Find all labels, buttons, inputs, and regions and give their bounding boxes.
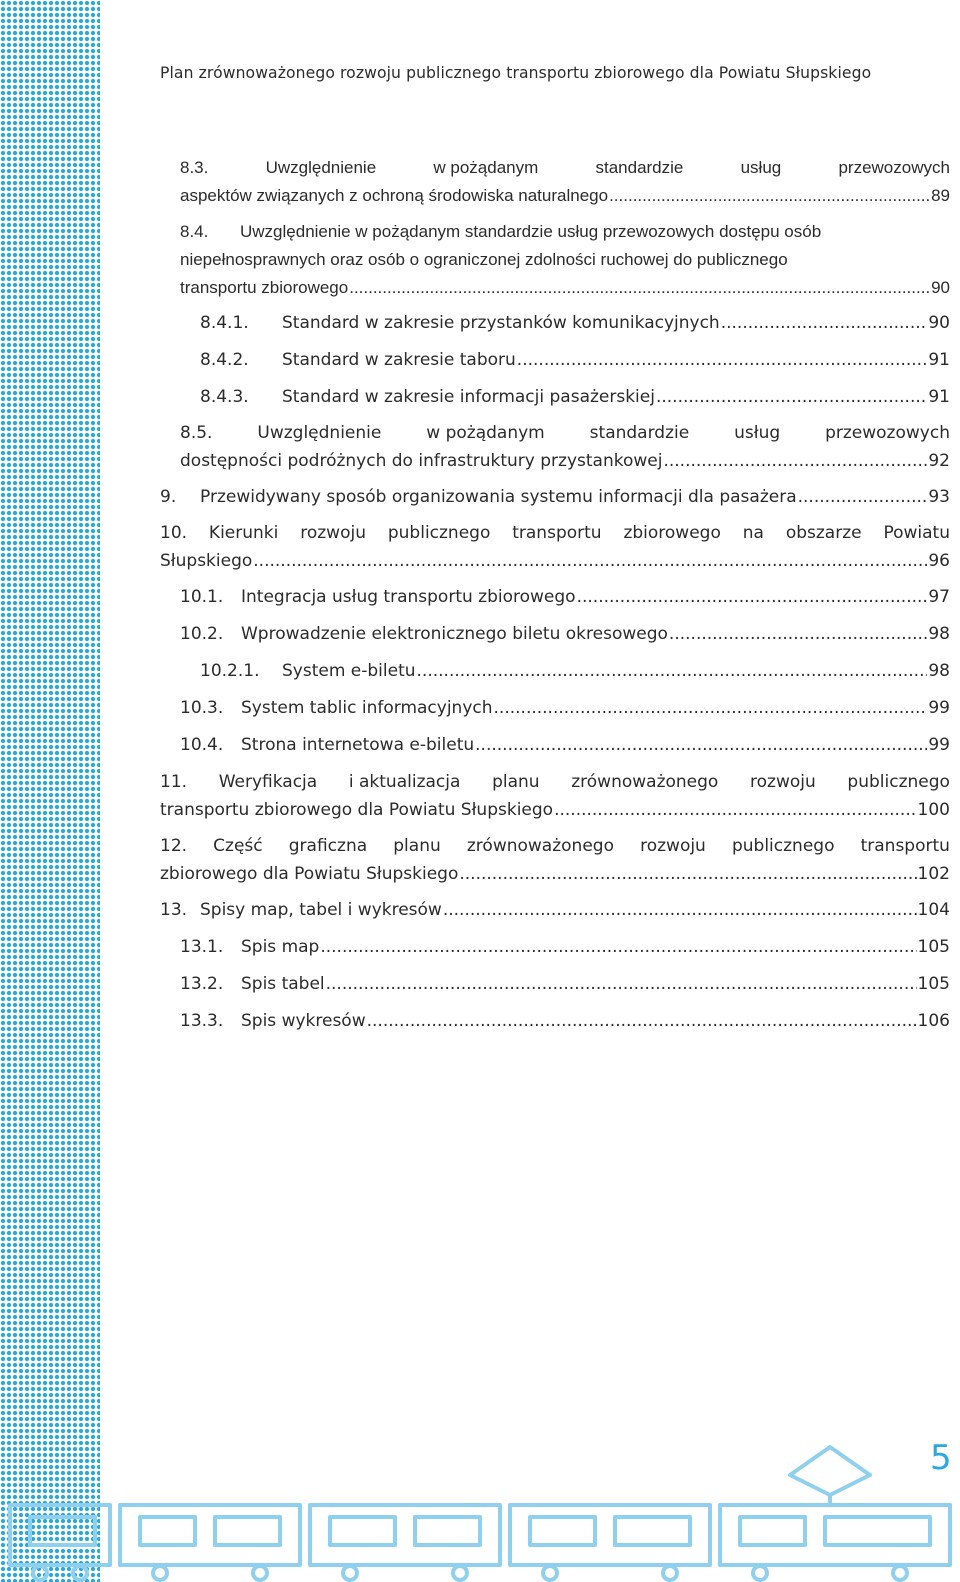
toc-word: publicznego — [387, 523, 491, 543]
toc-word: zrównoważonego — [466, 836, 614, 856]
toc-word: standardzie — [595, 158, 684, 177]
toc-title: System tablic informacyjnych — [241, 698, 493, 718]
toc-title: System e-biletu — [282, 661, 416, 681]
toc-title: Wprowadzenie elektronicznego biletu okresowego — [241, 624, 668, 644]
toc-entry-13-3[interactable] — [180, 1011, 950, 1031]
dot-leader — [253, 551, 927, 571]
toc-number: 10. — [160, 523, 188, 543]
dot-leader — [320, 937, 916, 957]
toc-entry-11-line1 — [160, 772, 950, 792]
toc-number: 8.5. — [180, 423, 213, 443]
toc-entry-12-line1 — [160, 836, 950, 856]
toc-page: 96 — [928, 551, 950, 571]
toc-number: 8.4.2. — [200, 350, 249, 370]
toc-page: 89 — [931, 186, 950, 205]
toc-word: Uwzględnienie — [265, 158, 377, 177]
toc-word: Kierunki — [208, 523, 279, 543]
toc-title: aspektów związanych z ochroną środowiska naturalnego — [180, 186, 609, 205]
toc-page: 99 — [928, 735, 950, 755]
dot-leader — [494, 698, 928, 718]
toc-word: na — [742, 523, 764, 543]
toc-word: transportu — [512, 523, 602, 543]
toc-title: zbiorowego dla Powiatu Słupskiego — [160, 864, 459, 884]
toc-word: standardzie — [589, 423, 690, 443]
toc-word: przewozowych — [825, 423, 950, 443]
running-header: Plan zrównoważonego rozwoju publicznego transportu zbiorowego dla Powiatu Słupskiego — [160, 64, 872, 82]
toc-entry-10-1[interactable] — [180, 587, 950, 607]
toc-title: Spis tabel — [241, 974, 325, 994]
toc-entry-8-5-line1 — [180, 423, 950, 443]
toc-word: transportu — [860, 836, 950, 856]
toc-title: Spisy map, tabel i wykresów — [200, 900, 442, 920]
toc-number: 8.3. — [180, 158, 209, 177]
toc-entry-13[interactable] — [160, 900, 950, 920]
toc-entry-10-line2[interactable] — [160, 551, 950, 571]
dot-leader — [517, 350, 928, 370]
toc-word: rozwoju — [300, 523, 366, 543]
toc-word: zbiorowego — [623, 523, 721, 543]
toc-word: Część — [213, 836, 263, 856]
dot-leader — [326, 974, 917, 994]
toc-number: 10.1. — [180, 587, 224, 607]
toc-number: 12. — [160, 836, 188, 856]
toc-entry-12-line2[interactable] — [160, 864, 950, 884]
toc-page: 91 — [928, 350, 950, 370]
toc-title: Standard w zakresie przystanków komunikacyjnych — [282, 313, 720, 333]
dot-leader — [656, 387, 927, 407]
toc-word: Powiatu — [883, 523, 950, 543]
toc-entry-10-4[interactable] — [180, 735, 950, 755]
toc-title: dostępności podróżnych do infrastruktury przystankowej — [180, 451, 663, 471]
toc-word: planu — [492, 772, 540, 792]
toc-entry-10-2[interactable] — [180, 624, 950, 644]
toc-entry-8-5-line2[interactable] — [180, 451, 950, 471]
toc-number: 9. — [160, 487, 177, 507]
toc-word: przewozowych — [838, 158, 950, 177]
dot-leader — [367, 1011, 917, 1031]
toc-title: Strona internetowa e-biletu — [241, 735, 475, 755]
toc-word: usług — [740, 158, 782, 177]
toc-entry-13-1[interactable] — [180, 937, 950, 957]
toc-number: 13.2. — [180, 974, 224, 994]
toc-word: i aktualizacja — [348, 772, 461, 792]
toc-entry-8-3-line2[interactable] — [180, 186, 950, 206]
toc-page: 105 — [917, 937, 950, 957]
toc-entry-9[interactable] — [160, 487, 950, 507]
toc-page: 93 — [928, 487, 950, 507]
toc-number: 13. — [160, 900, 188, 920]
toc-entry-8-4-3[interactable] — [200, 387, 950, 407]
toc-entry-10-2-1[interactable] — [200, 661, 950, 681]
toc-page: 106 — [917, 1011, 950, 1031]
toc-number: 10.3. — [180, 698, 224, 718]
toc-page: 90 — [931, 278, 950, 297]
toc-number: 11. — [160, 772, 188, 792]
toc-word: Uwzględnienie — [257, 423, 382, 443]
page-number: 5 — [930, 1438, 952, 1478]
toc-number: 10.2. — [180, 624, 224, 644]
toc-number: 13.1. — [180, 937, 224, 957]
toc-word: w pożądanym — [433, 158, 539, 177]
toc-title: Uwzględnienie w pożądanym standardzie usług przewozowych dostępu osób — [240, 222, 822, 241]
dot-leader — [417, 661, 928, 681]
toc-number: 10.2.1. — [200, 661, 260, 681]
dot-leader — [669, 624, 927, 644]
toc-word: graficzna — [288, 836, 368, 856]
toc-title: transportu zbiorowego dla Powiatu Słupskiego — [160, 800, 554, 820]
toc-word: obszarze — [785, 523, 862, 543]
toc-number: 8.4.1. — [200, 313, 249, 333]
dotted-side-border — [0, 0, 100, 1582]
toc-entry-8-4-line1[interactable] — [180, 222, 950, 242]
toc-page: 97 — [928, 587, 950, 607]
toc-word: publicznego — [731, 836, 835, 856]
dot-leader — [475, 735, 927, 755]
dot-leader — [349, 278, 930, 298]
toc-page: 104 — [917, 900, 950, 920]
dot-leader — [663, 451, 927, 471]
toc-title: Przewidywany sposób organizowania systemu informacji dla pasażera — [200, 487, 797, 507]
dot-leader — [443, 900, 917, 920]
toc-word: usług — [734, 423, 781, 443]
toc-title: Standard w zakresie taboru — [282, 350, 516, 370]
toc-word: zrównoważonego — [571, 772, 719, 792]
toc-entry-8-4-2[interactable] — [200, 350, 950, 370]
toc-word: rozwoju — [750, 772, 816, 792]
toc-entry-8-3-line1 — [180, 158, 950, 178]
toc-entry-10-line1 — [160, 523, 950, 543]
dot-leader — [577, 587, 928, 607]
toc-entry-10-3[interactable] — [180, 698, 950, 718]
toc-page: 100 — [917, 800, 950, 820]
toc-word: planu — [393, 836, 441, 856]
dot-leader — [459, 864, 916, 884]
dot-leader — [798, 487, 928, 507]
toc-entry-8-4-line2 — [180, 250, 950, 270]
toc-entry-11-line2[interactable] — [160, 800, 950, 820]
toc-page: 102 — [917, 864, 950, 884]
toc-title: Spis map — [241, 937, 320, 957]
toc-page: 99 — [928, 698, 950, 718]
toc-title: transportu zbiorowego — [180, 278, 349, 297]
toc-number: 13.3. — [180, 1011, 224, 1031]
toc-word: rozwoju — [640, 836, 706, 856]
dot-leader — [721, 313, 928, 333]
toc-entry-8-4-1[interactable] — [200, 313, 950, 333]
toc-entry-8-4-line3[interactable] — [180, 278, 950, 298]
toc-word: w pożądanym — [426, 423, 545, 443]
toc-word: Weryfikacja — [218, 772, 318, 792]
toc-page: 98 — [928, 624, 950, 644]
dot-leader — [609, 186, 930, 206]
dot-leader — [554, 800, 916, 820]
train-illustration — [0, 1435, 960, 1582]
toc-entry-13-2[interactable] — [180, 974, 950, 994]
toc-page: 91 — [928, 387, 950, 407]
toc-title: Integracja usług transportu zbiorowego — [241, 587, 576, 607]
toc-page: 98 — [928, 661, 950, 681]
toc-page: 105 — [917, 974, 950, 994]
toc-title: Słupskiego — [160, 551, 253, 571]
toc-page: 92 — [928, 451, 950, 471]
toc-number: 10.4. — [180, 735, 224, 755]
toc-page: 90 — [928, 313, 950, 333]
toc-title: Spis wykresów — [241, 1011, 366, 1031]
toc-number: 8.4.3. — [200, 387, 249, 407]
toc-number: 8.4. — [180, 222, 209, 241]
toc-word: publicznego — [847, 772, 950, 792]
toc-title: Standard w zakresie informacji pasażerskiej — [282, 387, 655, 407]
toc-title: niepełnosprawnych oraz osób o ograniczonej zdolności ruchowej do publicznego — [180, 250, 788, 269]
